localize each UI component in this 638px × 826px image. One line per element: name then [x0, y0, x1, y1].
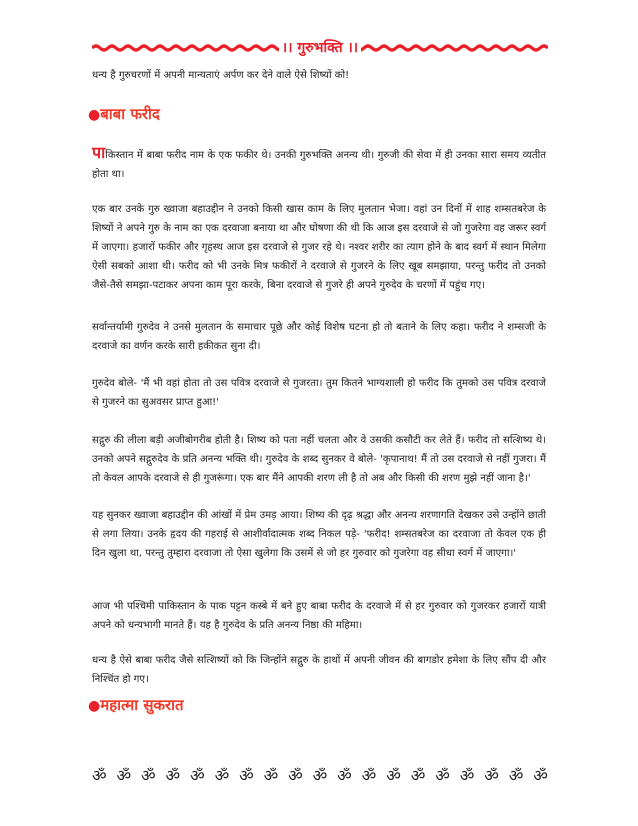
intro-text: धन्य है गुरुचरणों में अपनी मान्यताएं अर्पण कर देने वाले ऐसे शिष्यों को!: [92, 70, 350, 81]
om-symbol: ॐ: [459, 766, 475, 785]
om-symbol: ॐ: [361, 766, 377, 785]
om-symbol: ॐ: [435, 766, 450, 785]
paragraph-3: सर्वान्तर्यामी गुरुदेव ने उनसे मुलतान के समाचार पूछे और कोई विशेष घटना हो तो बताने के लिए कहा। फरीद ने शम्सजी के दरवाजे का वर्णन करके सारी हकीकत सुना दी।: [92, 322, 546, 352]
paragraph-7: आज भी पश्चिमी पाकिस्तान के पाक पट्टन कस्बे में बने हुए बाबा फरीद के दरवाजे में से हर गुरुवार को गुजरकर हजारों यात्री अपने को धन्यभागी मानते हैं। यह है गुरुदेव के प्रति अनन्य निष्ठा की महिमा।: [92, 601, 546, 631]
om-symbol: ॐ: [288, 766, 303, 785]
bullet-dot-icon: ●: [88, 107, 101, 123]
om-symbol: ॐ: [263, 766, 279, 785]
om-symbol: ॐ: [533, 766, 548, 785]
om-symbol-row: [92, 764, 548, 786]
om-symbol: ॐ: [165, 766, 181, 785]
om-symbol: ॐ: [410, 766, 426, 785]
paragraph-6: यह सुनकर ख्वाजा बहाउद्दीन की आंखों में प्रेम उमड़ आया। शिष्य की दृढ़ श्रद्धा और अनन्य शरणागति देखकर उसे उन्होंने छाती से लगा लिया। उनके हृदय की गहराई से आशीर्वादात्मक शब्द निकल पड़े- 'फरीद! शम्सतबरेज का दरवाजा तो केवल एक ही दिन खुला था, परन्तु तुम्हारा दरवाजा तो ऐसा खुलेगा कि उसमें से जो हर गुरुवार को गुजरेगा वह सीधा स्वर्ग में जाएगा।': [92, 510, 546, 559]
om-symbol: ॐ: [92, 766, 107, 785]
paragraph-2: एक बार उनके गुरु ख्वाजा बहाउद्दीन ने उनको किसी खास काम के लिए मुलतान भेजा। वहां उन दिनों में शाह शम्सतबरेज के शिष्यों ने अपने गुरु के नाम का एक दरवाजा बनाया था और घोषणा की थी कि आज इस दरवाजे से जो गुजरेगा वह जरूर स्वर्ग में जाएगा। हजारों फकीर और गृहस्थ आज इस दरवाजे से गुजर रहे थे। नश्वर शरीर का त्याग होने के बाद स्वर्ग में स्थान मिलेगा ऐसी सबको आशा थी। फरीद को भी उनके मित्र फकीरों ने दरवाजे से गुजरने के लिए खूब समझाया, परन्तु फरीद तो उनको जैसे-तैसे समझा-पटाकर अपना काम पूरा करके, बिना दरवाजे से गुजरे ही अपने गुरुदेव के चरणों में पहुंच गए।: [92, 204, 546, 291]
om-symbol: ॐ: [214, 766, 230, 785]
paragraph-8: धन्य है ऐसे बाबा फरीद जैसे सत्शिष्यों को कि जिन्होंने सद्गुरु के हाथों में अपनी जीवन की बागडोर हमेशा के लिए सौंप दी और निश्चिंत हो गए।: [92, 655, 546, 685]
om-symbol: ॐ: [116, 766, 132, 785]
section-heading-sukrat: ●महात्मा सुकरात: [88, 696, 184, 714]
om-symbol: ॐ: [337, 766, 352, 785]
section-heading-baba-farid: ●बाबा फरीद: [88, 105, 160, 123]
paragraph-1: पाकिस्तान में बाबा फरीद नाम के एक फकीर थे। उनकी गुरुभक्ति अनन्य थी। गुरुजी की सेवा में ही उनका सारा समय व्यतीत होता था।: [92, 143, 546, 180]
paragraph-4: गुरुदेव बोले- 'मैं भी वहां होता तो उस पवित्र दरवाजे से गुजरता। तुम कितने भाग्यशाली हो फरीद कि तुमको उस पवित्र दरवाजे से गुजरने का सुअवसर प्राप्त हुआ!': [92, 378, 546, 408]
om-symbol: ॐ: [141, 766, 156, 785]
om-symbol: ॐ: [239, 766, 254, 785]
drop-cap: पा: [92, 143, 106, 162]
bullet-dot-icon: ●: [88, 698, 101, 714]
om-symbol: ॐ: [190, 766, 205, 785]
om-symbol: ॐ: [508, 766, 524, 785]
paragraph-5: सद्गुरु की लीला बड़ी अजीबोगरीब होती है। शिष्य को पता नहीं चलता और वे उसकी कसौटी कर लेते हैं। फरीद तो सत्शिष्य थे। उनको अपने सद्गुरुदेव के प्रति अनन्य भक्ति थी। गुरुदेव के शब्द सुनकर वे बोले- 'कृपानाथ! मैं तो उस दरवाजे से नहीं गुजरा। मैं तो केवल आपके दरवाजे से ही गुजरूंगा। एक बार मैंने आपकी शरण ली है तो अब और किसी की शरण मुझे नहीं जाना है।': [92, 435, 546, 484]
title-banner: [92, 37, 548, 59]
om-symbol: ॐ: [386, 766, 401, 785]
page-title: ।। गुरुभक्ति ।।: [92, 38, 548, 57]
om-symbol: ॐ: [484, 766, 499, 785]
om-symbol: ॐ: [312, 766, 328, 785]
